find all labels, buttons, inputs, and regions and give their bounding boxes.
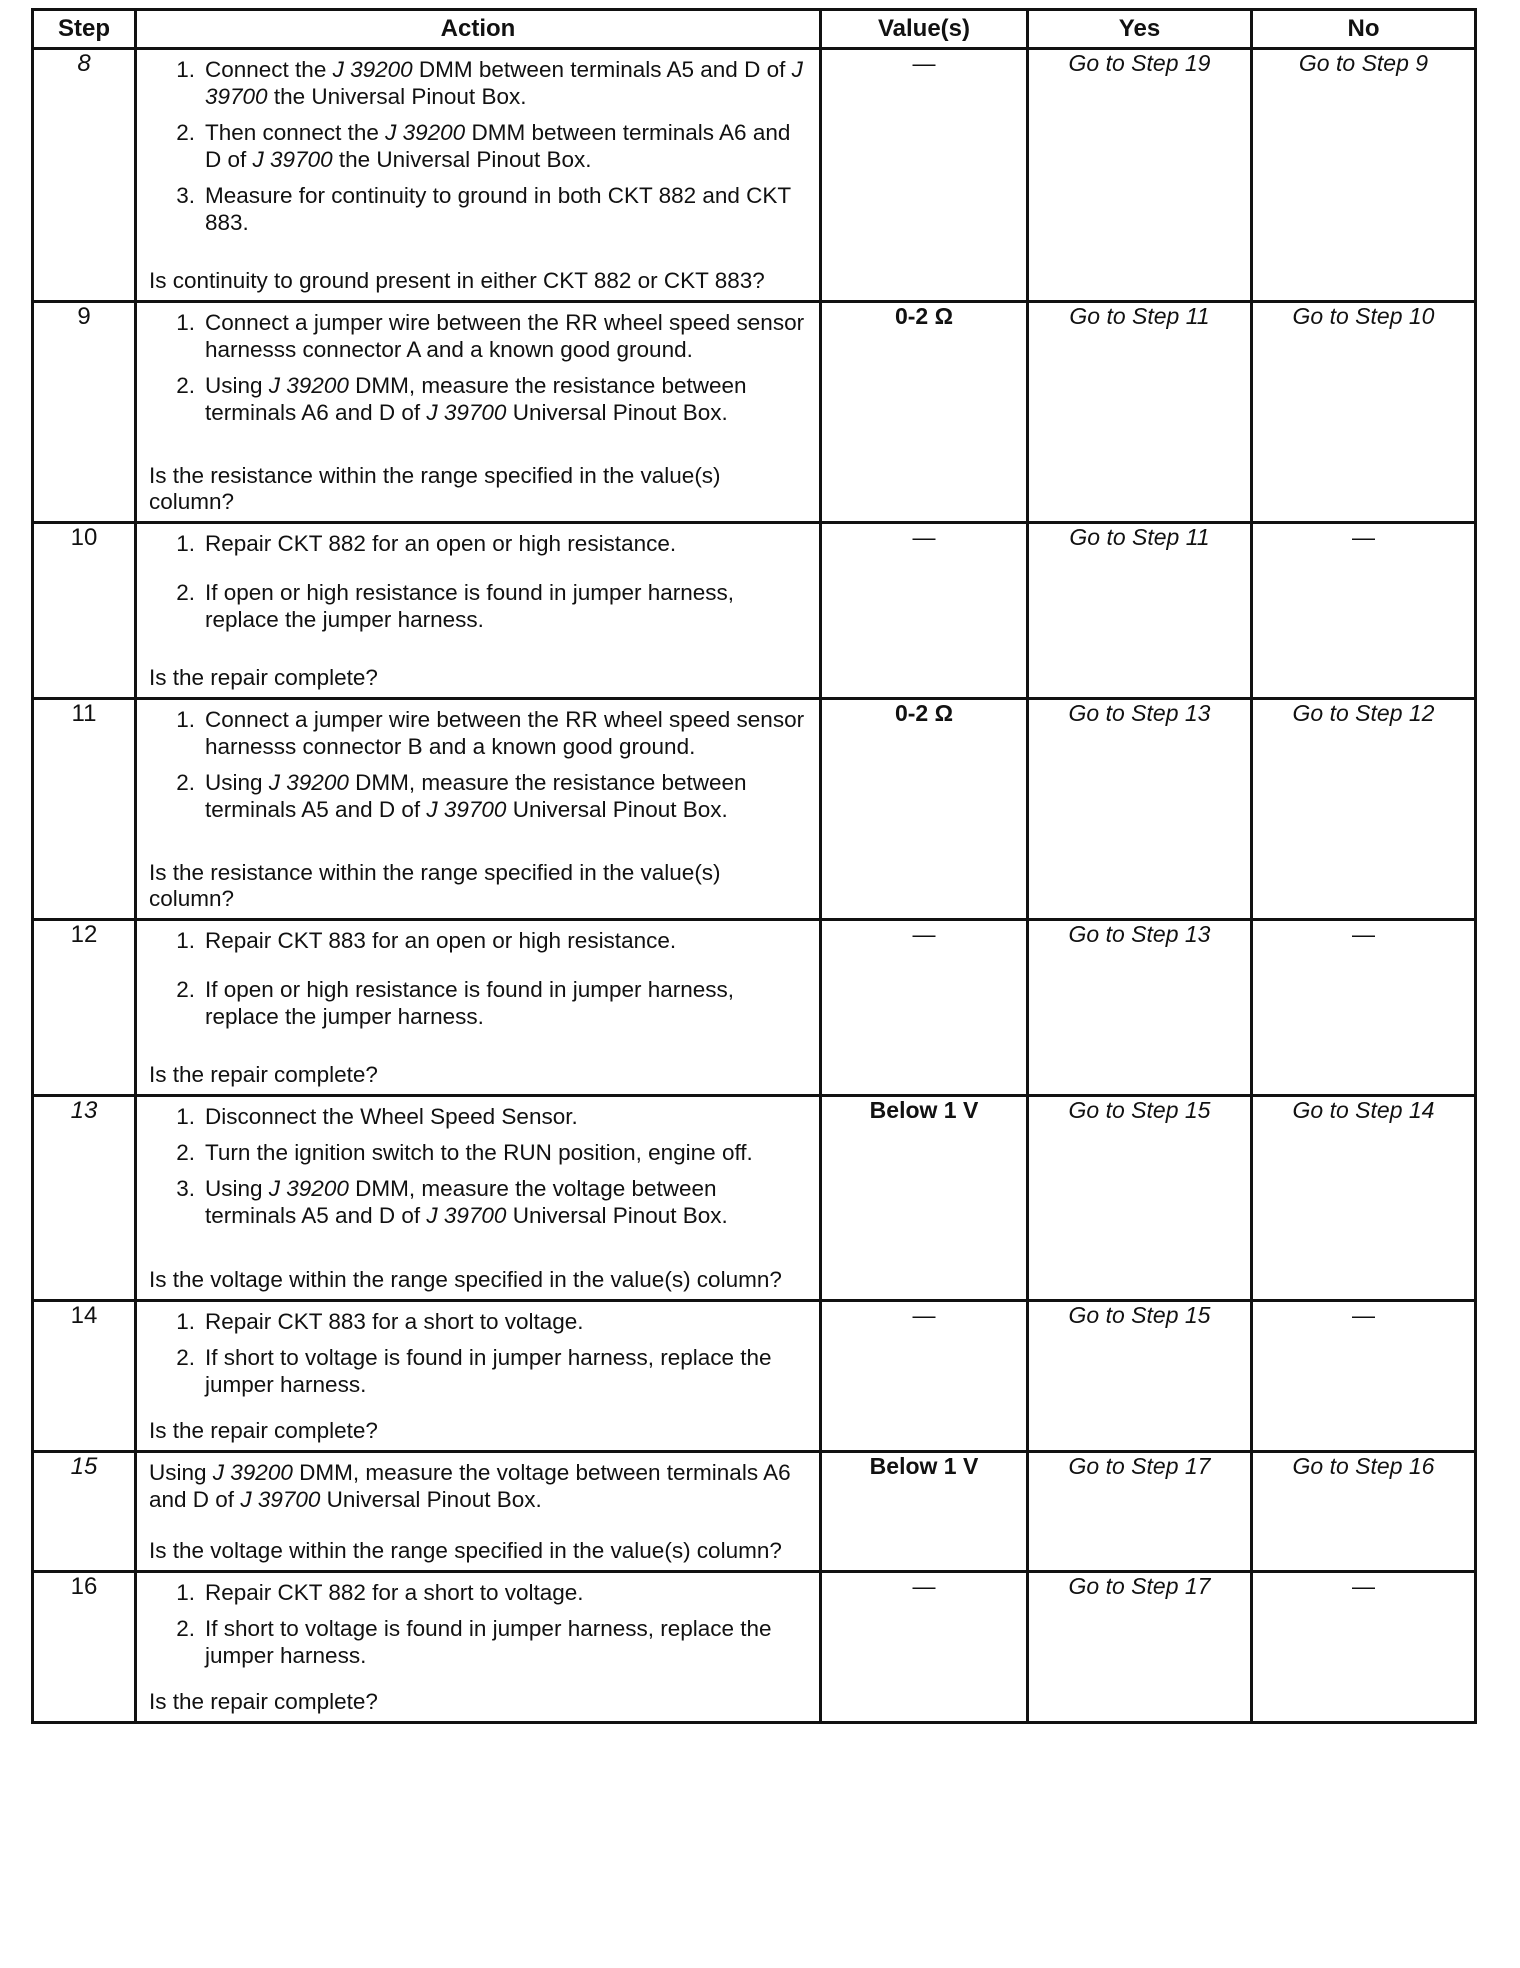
action-step bbox=[149, 1615, 809, 1669]
action-text: Using bbox=[205, 1176, 269, 1201]
action-text: DMM between terminals A5 and D of bbox=[412, 57, 792, 82]
action-question: Is the resistance within the range specified in the value(s) column? bbox=[149, 860, 721, 911]
yes-cell: Go to Step 19 bbox=[1028, 49, 1252, 302]
action-text: Connect the bbox=[205, 57, 333, 82]
action-step-number: 1. bbox=[176, 1309, 195, 1334]
action-text: Repair CKT 883 for a short to voltage. bbox=[205, 1309, 584, 1334]
step-number: 14 bbox=[33, 1301, 136, 1452]
action-step bbox=[149, 309, 809, 363]
action-step-text bbox=[205, 706, 809, 760]
action-step-number: 1. bbox=[176, 531, 195, 556]
action-step bbox=[149, 530, 809, 557]
tool-reference: J 39200 bbox=[268, 770, 349, 795]
action-step bbox=[149, 1103, 809, 1130]
step-row bbox=[33, 49, 1476, 302]
action-step-number: 1. bbox=[176, 310, 195, 335]
action-step-text bbox=[205, 119, 809, 173]
header-values: Value(s) bbox=[821, 10, 1028, 49]
action-text: DMM, measure the resistance between terminals A5 and D of bbox=[205, 770, 747, 822]
action-step-text bbox=[205, 579, 809, 633]
step-row bbox=[33, 302, 1476, 523]
action-step-number: 1. bbox=[176, 928, 195, 953]
action-text: Using bbox=[205, 770, 269, 795]
value-cell: — bbox=[821, 49, 1028, 302]
yes-cell: Go to Step 17 bbox=[1028, 1452, 1252, 1572]
action-step-text bbox=[205, 1103, 809, 1130]
action-step-number: 2. bbox=[176, 1140, 195, 1165]
action-step-number: 2. bbox=[176, 373, 195, 398]
step-number: 8 bbox=[33, 49, 136, 302]
yes-cell: Go to Step 13 bbox=[1028, 920, 1252, 1096]
action-step bbox=[149, 372, 809, 426]
step-row bbox=[33, 1572, 1476, 1723]
action-step-text bbox=[205, 976, 809, 1030]
action-cell bbox=[136, 1572, 821, 1723]
action-question: Is the repair complete? bbox=[149, 1689, 378, 1714]
step-number: 11 bbox=[33, 699, 136, 920]
no-cell: Go to Step 16 bbox=[1252, 1452, 1476, 1572]
yes-cell: Go to Step 15 bbox=[1028, 1096, 1252, 1301]
action-question: Is continuity to ground present in either CKT 882 or CKT 883? bbox=[149, 268, 765, 293]
action-cell bbox=[136, 1096, 821, 1301]
tool-reference: J 39200 bbox=[268, 1176, 349, 1201]
action-step-number: 1. bbox=[176, 57, 195, 82]
action-question: Is the repair complete? bbox=[149, 1062, 378, 1087]
tool-reference: J 39700 bbox=[426, 1203, 507, 1228]
tool-reference: J 39700 bbox=[426, 400, 507, 425]
action-text: Using bbox=[205, 373, 269, 398]
action-step-text bbox=[205, 1344, 809, 1398]
action-text: Disconnect the Wheel Speed Sensor. bbox=[205, 1104, 578, 1129]
action-text: Repair CKT 882 for an open or high resistance. bbox=[205, 531, 677, 556]
action-question: Is the repair complete? bbox=[149, 665, 378, 690]
action-text: DMM, measure the voltage between terminals A5 and D of bbox=[205, 1176, 717, 1228]
action-question: Is the voltage within the range specified in the value(s) column? bbox=[149, 1538, 782, 1563]
action-text: Repair CKT 883 for an open or high resistance. bbox=[205, 928, 677, 953]
action-cell bbox=[136, 49, 821, 302]
no-cell: Go to Step 9 bbox=[1252, 49, 1476, 302]
no-cell: — bbox=[1252, 920, 1476, 1096]
action-text: the Universal Pinout Box. bbox=[332, 147, 592, 172]
action-step-text bbox=[205, 1139, 809, 1166]
header-step: Step bbox=[33, 10, 136, 49]
action-step bbox=[149, 927, 809, 954]
step-row bbox=[33, 523, 1476, 699]
action-step-number: 2. bbox=[176, 1345, 195, 1370]
action-step-text bbox=[205, 1175, 809, 1229]
action-step bbox=[149, 1579, 809, 1606]
action-text: Then connect the bbox=[205, 120, 386, 145]
yes-cell: Go to Step 11 bbox=[1028, 523, 1252, 699]
action-step bbox=[149, 579, 809, 633]
action-step-text bbox=[205, 1615, 809, 1669]
step-row bbox=[33, 920, 1476, 1096]
no-cell: — bbox=[1252, 1301, 1476, 1452]
action-text: If open or high resistance is found in jumper harness, replace the jumper harness. bbox=[205, 580, 735, 632]
action-step-text bbox=[205, 1579, 809, 1606]
action-step-number: 3. bbox=[176, 1176, 195, 1201]
action-step bbox=[149, 56, 809, 110]
action-step-number: 1. bbox=[176, 707, 195, 732]
action-step bbox=[149, 1308, 809, 1335]
step-number: 12 bbox=[33, 920, 136, 1096]
step-number: 15 bbox=[33, 1452, 136, 1572]
header-no: No bbox=[1252, 10, 1476, 49]
no-cell: — bbox=[1252, 523, 1476, 699]
diagnostic-table bbox=[31, 8, 1477, 1724]
action-text: If open or high resistance is found in jumper harness, replace the jumper harness. bbox=[205, 977, 735, 1029]
action-step-text bbox=[205, 372, 809, 426]
action-text: If short to voltage is found in jumper harness, replace the jumper harness. bbox=[205, 1616, 772, 1668]
step-row bbox=[33, 1096, 1476, 1301]
tool-reference: J 39700 bbox=[205, 57, 803, 109]
action-cell bbox=[136, 302, 821, 523]
no-cell: — bbox=[1252, 1572, 1476, 1723]
action-step-number: 2. bbox=[176, 1616, 195, 1641]
action-question: Is the resistance within the range specified in the value(s) column? bbox=[149, 463, 721, 514]
yes-cell: Go to Step 13 bbox=[1028, 699, 1252, 920]
action-text: If short to voltage is found in jumper harness, replace the jumper harness. bbox=[205, 1345, 772, 1397]
action-step-number: 2. bbox=[176, 580, 195, 605]
step-number: 13 bbox=[33, 1096, 136, 1301]
action-step bbox=[149, 1175, 809, 1229]
action-step-text bbox=[205, 1308, 809, 1335]
yes-cell: Go to Step 11 bbox=[1028, 302, 1252, 523]
action-step-text bbox=[205, 182, 809, 236]
action-text: Turn the ignition switch to the RUN position, engine off. bbox=[205, 1140, 753, 1165]
action-text: Universal Pinout Box. bbox=[506, 400, 728, 425]
tool-reference: J 39200 bbox=[268, 373, 349, 398]
no-cell: Go to Step 12 bbox=[1252, 699, 1476, 920]
value-cell: 0-2 Ω bbox=[821, 302, 1028, 523]
header-action: Action bbox=[136, 10, 821, 49]
value-cell: — bbox=[821, 1572, 1028, 1723]
action-cell bbox=[136, 1301, 821, 1452]
value-cell: — bbox=[821, 920, 1028, 1096]
action-step-number: 2. bbox=[176, 977, 195, 1002]
action-step-text bbox=[205, 56, 809, 110]
action-step bbox=[149, 1139, 809, 1166]
action-lead bbox=[149, 1459, 809, 1513]
action-step-text bbox=[205, 309, 809, 363]
tool-reference: J 39200 bbox=[332, 57, 413, 82]
action-text: Repair CKT 882 for a short to voltage. bbox=[205, 1580, 584, 1605]
action-text: Universal Pinout Box. bbox=[506, 1203, 728, 1228]
action-text: Using bbox=[149, 1460, 213, 1485]
action-step bbox=[149, 1344, 809, 1398]
value-cell: Below 1 V bbox=[821, 1452, 1028, 1572]
no-cell: Go to Step 14 bbox=[1252, 1096, 1476, 1301]
action-question: Is the repair complete? bbox=[149, 1418, 378, 1443]
action-text: Universal Pinout Box. bbox=[320, 1487, 542, 1512]
action-step-text bbox=[205, 927, 809, 954]
value-cell: — bbox=[821, 1301, 1028, 1452]
step-number: 9 bbox=[33, 302, 136, 523]
action-cell bbox=[136, 920, 821, 1096]
action-cell bbox=[136, 699, 821, 920]
tool-reference: J 39700 bbox=[426, 797, 507, 822]
action-step-number: 3. bbox=[176, 183, 195, 208]
action-step bbox=[149, 706, 809, 760]
action-text: DMM between terminals A6 and D of bbox=[205, 120, 791, 172]
action-text: Universal Pinout Box. bbox=[506, 797, 728, 822]
tool-reference: J 39200 bbox=[212, 1460, 293, 1485]
action-step-text bbox=[205, 769, 809, 823]
step-number: 10 bbox=[33, 523, 136, 699]
value-cell: — bbox=[821, 523, 1028, 699]
yes-cell: Go to Step 17 bbox=[1028, 1572, 1252, 1723]
header-yes: Yes bbox=[1028, 10, 1252, 49]
action-cell bbox=[136, 1452, 821, 1572]
tool-reference: J 39200 bbox=[385, 120, 466, 145]
value-cell: 0-2 Ω bbox=[821, 699, 1028, 920]
action-text: Connect a jumper wire between the RR wheel speed sensor harnesss connector B and a known good ground. bbox=[205, 707, 805, 759]
header-row bbox=[33, 10, 1476, 49]
action-step bbox=[149, 976, 809, 1030]
tool-reference: J 39700 bbox=[252, 147, 333, 172]
value-cell: Below 1 V bbox=[821, 1096, 1028, 1301]
action-text: Connect a jumper wire between the RR wheel speed sensor harnesss connector A and a known good ground. bbox=[205, 310, 805, 362]
step-row bbox=[33, 699, 1476, 920]
tool-reference: J 39700 bbox=[240, 1487, 321, 1512]
action-step-number: 1. bbox=[176, 1580, 195, 1605]
action-step-number: 1. bbox=[176, 1104, 195, 1129]
action-text: DMM, measure the resistance between terminals A6 and D of bbox=[205, 373, 747, 425]
action-step-number: 2. bbox=[176, 120, 195, 145]
action-step bbox=[149, 769, 809, 823]
step-row bbox=[33, 1452, 1476, 1572]
action-text: Measure for continuity to ground in both CKT 882 and CKT 883. bbox=[205, 183, 791, 235]
no-cell: Go to Step 10 bbox=[1252, 302, 1476, 523]
action-step bbox=[149, 182, 809, 236]
action-step-text bbox=[205, 530, 809, 557]
action-cell bbox=[136, 523, 821, 699]
action-question: Is the voltage within the range specified in the value(s) column? bbox=[149, 1267, 782, 1292]
action-step bbox=[149, 119, 809, 173]
action-text: the Universal Pinout Box. bbox=[267, 84, 527, 109]
action-text: DMM, measure the voltage between terminals A6 and D of bbox=[149, 1460, 791, 1512]
step-number: 16 bbox=[33, 1572, 136, 1723]
step-row bbox=[33, 1301, 1476, 1452]
yes-cell: Go to Step 15 bbox=[1028, 1301, 1252, 1452]
action-step-number: 2. bbox=[176, 770, 195, 795]
